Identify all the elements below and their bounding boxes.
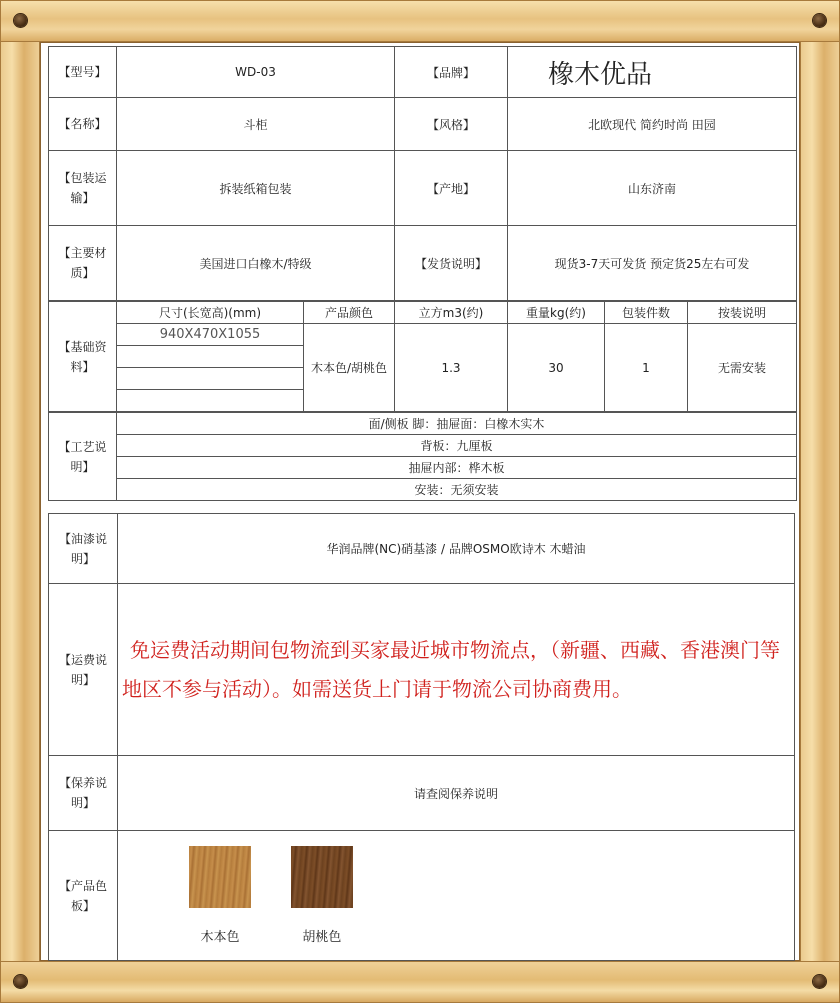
row-name-style: [49, 98, 797, 151]
freight-value: [118, 584, 795, 756]
row-material-shipping: [49, 226, 797, 301]
pieces-value: 1: [605, 324, 688, 412]
freight-row: [49, 584, 795, 756]
craft-row: [49, 413, 797, 435]
brand-value: 橡木优品: [508, 47, 797, 98]
basic-header-row: [49, 302, 797, 324]
color-value: 木本色/胡桃色: [304, 324, 395, 412]
service-table: [48, 513, 795, 961]
craft-row: [49, 457, 797, 479]
row-model-brand: [49, 47, 797, 98]
craft-line: 安装：无须安装: [117, 479, 797, 501]
weight-value: 30: [508, 324, 605, 412]
install-value: 无需安装: [688, 324, 797, 412]
pieces-header: 包装件数: [605, 302, 688, 324]
walnut-swatch-image: [291, 846, 353, 908]
freight-label: 【运费说明】: [49, 584, 118, 756]
swatch-name: 胡桃色: [302, 930, 342, 945]
product-spec-sheet: [48, 46, 796, 961]
care-label: 【保养说明】: [49, 756, 118, 831]
size-empty-cell: [117, 390, 304, 412]
frame-left-rail: [0, 0, 40, 1003]
nail-icon: [14, 14, 27, 27]
origin-label: 【产地】: [395, 151, 508, 226]
volume-value: 1.3: [395, 324, 508, 412]
size-empty-cell: [117, 368, 304, 390]
oak-swatch-image: [189, 846, 251, 908]
frame-right-rail: [800, 0, 840, 1003]
row-packing-origin: [49, 151, 797, 226]
nail-icon: [813, 14, 826, 27]
basic-value-row: [49, 324, 797, 346]
color-header: 产品颜色: [304, 302, 395, 324]
craft-row: [49, 435, 797, 457]
size-value: 940X470X1055: [117, 324, 304, 346]
craft-table: [48, 412, 797, 501]
craft-row: [49, 479, 797, 501]
weight-header: 重量kg(约): [508, 302, 605, 324]
care-row: [49, 756, 795, 831]
spec-table-top: [48, 46, 797, 301]
material-value: 美国进口白橡木/特级: [117, 226, 395, 301]
craft-line: 面/侧板 脚：抽屉面：白橡木实木: [117, 413, 797, 435]
paint-value: 华润品牌(NC)硝基漆 / 品牌OSMO欧诗木 木蜡油: [118, 514, 795, 584]
colors-row: [49, 831, 795, 961]
swatch-oak: [180, 846, 260, 945]
model-label: 【型号】: [49, 47, 117, 98]
nail-icon: [813, 975, 826, 988]
craft-line: 背板：九厘板: [117, 435, 797, 457]
nail-icon: [14, 975, 27, 988]
paint-row: [49, 514, 795, 584]
packing-label: 【包装运输】: [49, 151, 117, 226]
frame-bottom-rail: [0, 961, 840, 1003]
swatch-name: 木本色: [200, 930, 240, 945]
model-value: WD-03: [117, 47, 395, 98]
style-value: 北欧现代 简约时尚 田园: [508, 98, 797, 151]
basic-info-table: [48, 301, 797, 412]
section-gap: [48, 501, 796, 513]
paint-label: 【油漆说明】: [49, 514, 118, 584]
colors-label: 【产品色板】: [49, 831, 118, 961]
style-label: 【风格】: [395, 98, 508, 151]
craft-label: 【工艺说明】: [49, 413, 117, 501]
basic-label: 【基础资料】: [49, 302, 117, 412]
shipping-label: 【发货说明】: [395, 226, 508, 301]
size-empty-cell: [117, 346, 304, 368]
name-label: 【名称】: [49, 98, 117, 151]
freight-text: 免运费活动期间包物流到买家最近城市物流点，（新疆、西藏、香港澳门等地区不参与活动）。如需送货上门请于物流公司协商费用。: [122, 637, 780, 701]
shipping-value: 现货3-7天可发货 预定货25左右可发: [508, 226, 797, 301]
volume-header: 立方m3(约): [395, 302, 508, 324]
size-header: 尺寸(长宽高)(mm): [117, 302, 304, 324]
name-value: 斗柜: [117, 98, 395, 151]
install-header: 按装说明: [688, 302, 797, 324]
color-swatches: [118, 831, 795, 961]
origin-value: 山东济南: [508, 151, 797, 226]
brand-label: 【品牌】: [395, 47, 508, 98]
swatch-walnut: [282, 846, 362, 945]
craft-line: 抽屉内部：桦木板: [117, 457, 797, 479]
frame-top-rail: [0, 0, 840, 42]
packing-value: 拆装纸箱包装: [117, 151, 395, 226]
material-label: 【主要材质】: [49, 226, 117, 301]
care-value: 请查阅保养说明: [118, 756, 795, 831]
